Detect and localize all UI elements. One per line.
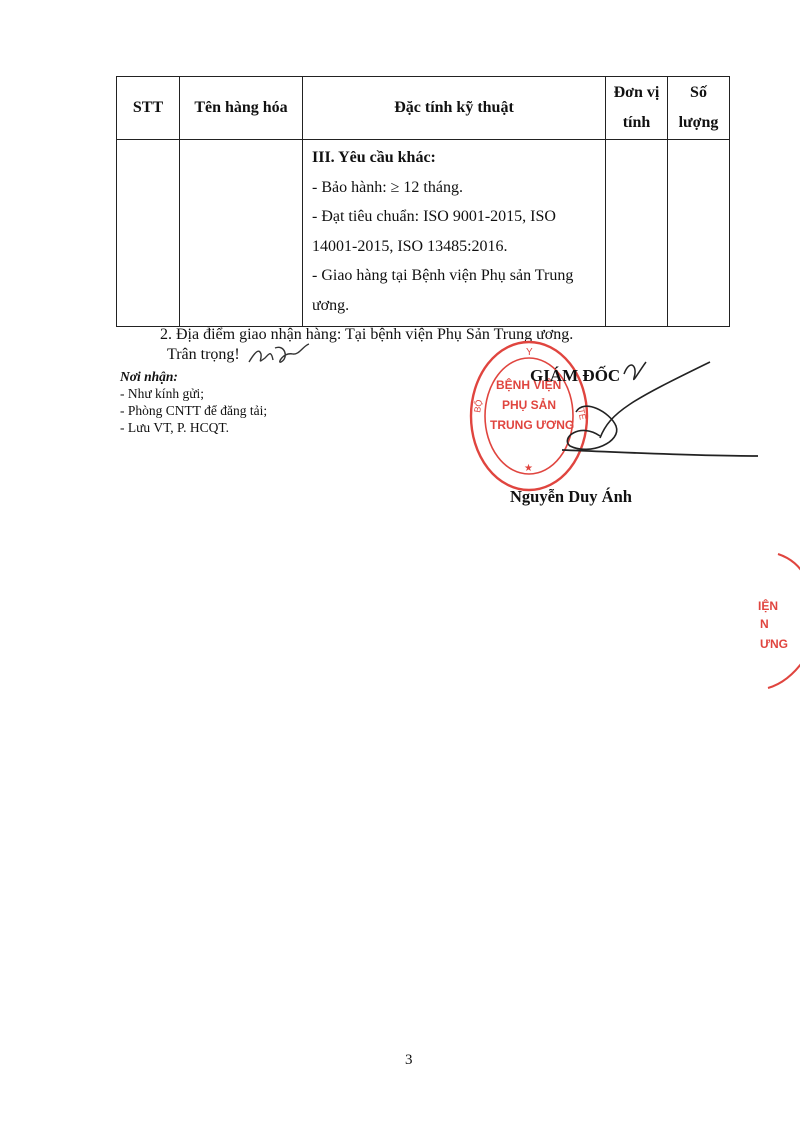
header-item-name: Tên hàng hóa (180, 77, 303, 140)
stamp-line3: TRUNG ƯƠNG (490, 418, 575, 432)
stamp-top-letter: Y (526, 347, 533, 358)
table-row (117, 140, 730, 327)
page-number: 3 (405, 1052, 413, 1068)
recipients-block (120, 368, 267, 436)
edge-stamp-text: ƯNG (760, 637, 788, 651)
stamp-line2: PHỤ SẢN (502, 398, 557, 412)
cell-item-name (180, 140, 303, 327)
header-specs: Đặc tính kỹ thuật (303, 77, 606, 140)
closing-text: Trân trọng! (167, 346, 240, 363)
spec-line-warranty: - Bảo hành: ≥ 12 tháng. (312, 178, 463, 196)
stamp-line1: BỆNH VIỆN (496, 378, 562, 392)
director-signature (540, 352, 760, 462)
stamp-left-letters: BỘ (472, 398, 485, 414)
recipient-item: - Lưu VT, P. HCQT. (120, 420, 229, 435)
cell-stt (117, 140, 180, 327)
signature-title: GIÁM ĐỐC (530, 366, 621, 385)
table-header-row (117, 77, 730, 140)
header-quantity: Số lượng (668, 77, 730, 140)
spec-heading: III. Yêu cầu khác: (312, 149, 436, 166)
edge-stamp-text: IỆN (758, 599, 779, 613)
cell-specs (303, 140, 606, 327)
recipients-title: Nơi nhận: (120, 369, 178, 384)
recipient-item: - Phòng CNTT để đăng tải; (120, 403, 268, 418)
edge-stamp-text: N (760, 617, 769, 631)
cell-quantity (668, 140, 730, 327)
stamp-right-letter: TẾ (576, 407, 588, 421)
initials-signature-mark (245, 340, 315, 370)
header-unit: Đơn vị tính (606, 77, 668, 140)
recipient-item: - Như kính gửi; (120, 386, 205, 401)
signer-name: Nguyễn Duy Ánh (510, 487, 632, 506)
delivery-note: 2. Địa điểm giao nhận hàng: Tại bệnh viện Phụ Sản Trung ương. (160, 326, 574, 343)
header-stt: STT (117, 77, 180, 140)
spec-line-delivery: - Giao hàng tại Bệnh viện Phụ sản Trung ương. (312, 267, 574, 314)
cell-unit (606, 140, 668, 327)
spec-table (116, 76, 730, 327)
edge-stamp-fragment (748, 548, 800, 698)
spec-line-standards: - Đạt tiêu chuẩn: ISO 9001-2015, ISO 14001-2015, ISO 13485:2016. (312, 208, 556, 255)
stamp-star: ★ (524, 463, 533, 474)
